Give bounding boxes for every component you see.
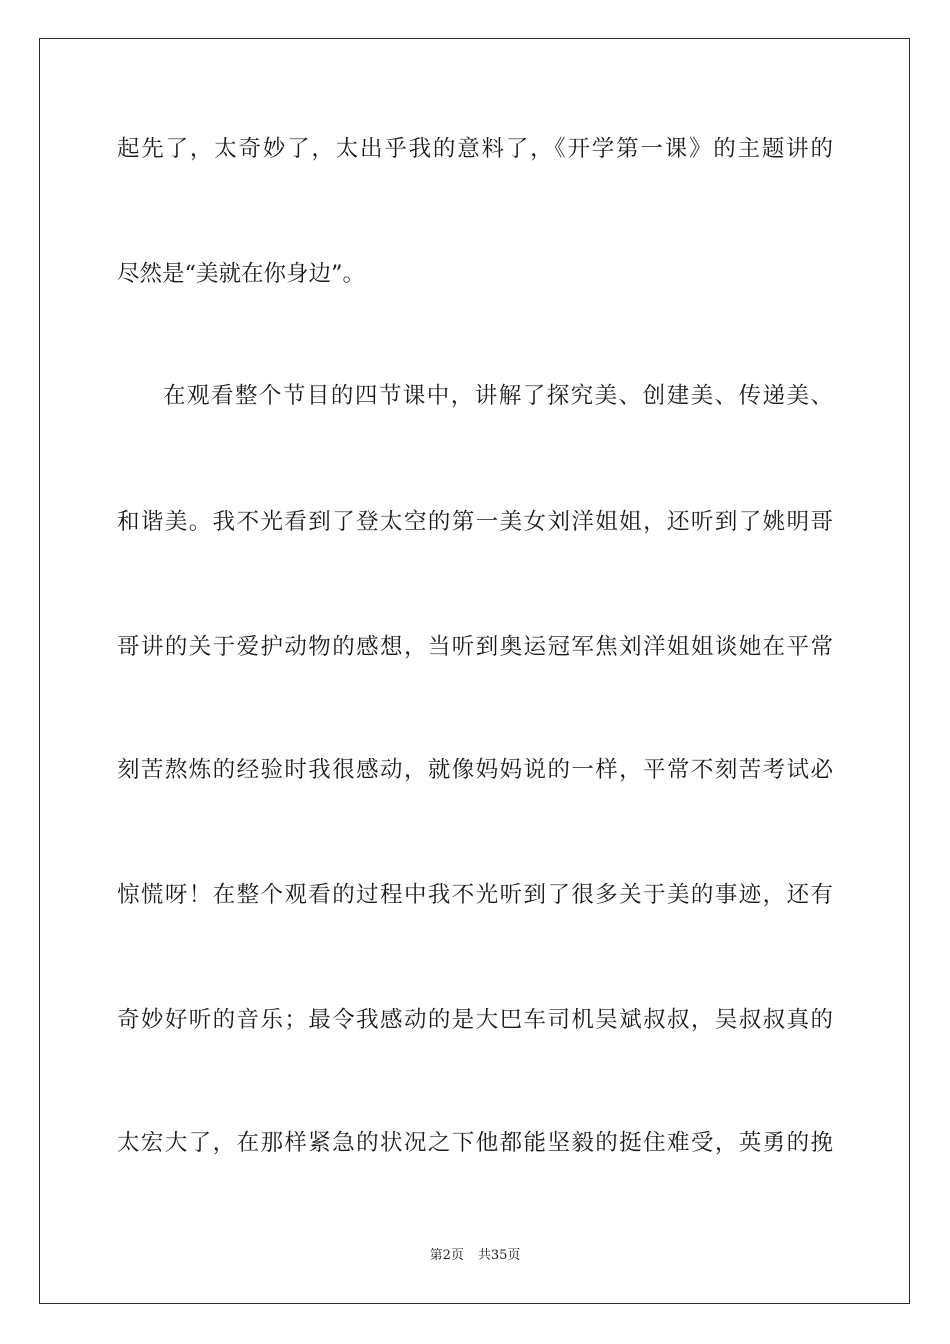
text-line-5: 哥讲的关于爱护动物的感想，当听到奥运冠军焦刘洋姐姐谈她在平常 (117, 634, 833, 660)
text-line-6: 刻苦熬炼的经验时我很感动，就像妈妈说的一样，平常不刻苦考试必 (117, 757, 833, 783)
page-footer (0, 1247, 950, 1265)
text-line-1: 起先了，太奇妙了，太出乎我的意料了，《开学第一课》的主题讲的 (117, 136, 833, 162)
text-line-9: 太宏大了，在那样紧急的状况之下他都能坚毅的挺住难受，英勇的挽 (117, 1130, 833, 1156)
page-border (39, 38, 910, 1304)
page-number: 第2页 (429, 1248, 464, 1263)
text-line-8: 奇妙好听的音乐；最令我感动的是大巴车司机吴斌叔叔，吴叔叔真的 (117, 1007, 833, 1033)
page-total: 共35页 (477, 1248, 521, 1263)
text-line-4: 和谐美。我不光看到了登太空的第一美女刘洋姐姐，还听到了姚明哥 (117, 509, 833, 535)
text-line-7: 惊慌呀！在整个观看的过程中我不光听到了很多关于美的事迹，还有 (117, 882, 833, 908)
text-line-3: 在观看整个节目的四节课中，讲解了探究美、创建美、传递美、 (163, 383, 833, 409)
text-line-2: 尽然是“美就在你身边”。 (117, 261, 366, 287)
